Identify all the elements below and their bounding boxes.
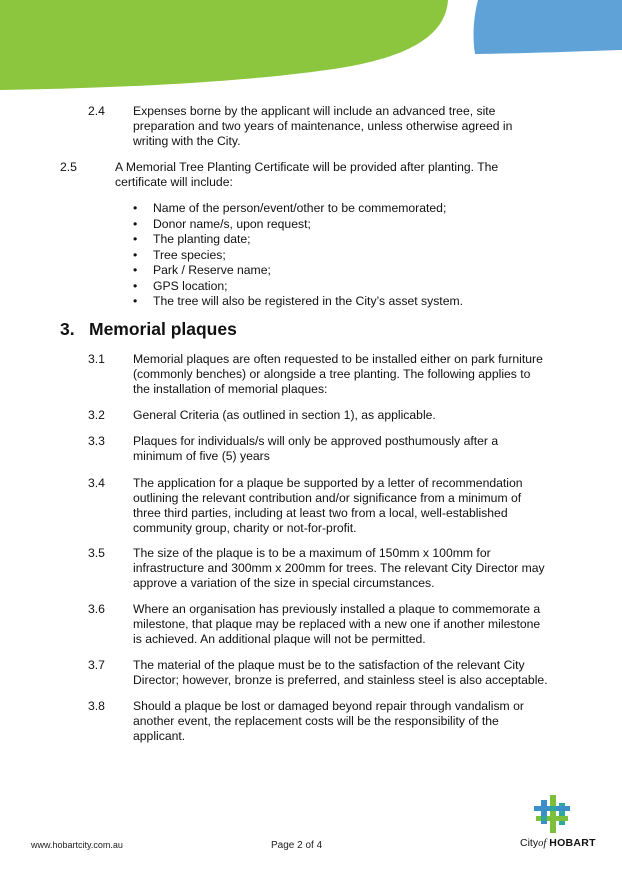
clause-3-7	[88, 658, 588, 689]
certificate-bullet-list	[133, 201, 463, 310]
list-item: • Donor name/s, upon request;	[133, 217, 463, 233]
clause-text: Plaques for individuals/s will only be approved posthumously after a minimum of five (5) years	[133, 434, 499, 463]
logo-block	[536, 816, 568, 821]
clause-number: 3.5	[88, 546, 105, 560]
list-item: • The tree will also be registered in the City’s asset system.	[133, 294, 463, 310]
list-item: • Tree species;	[133, 248, 463, 264]
logo-block	[541, 816, 547, 821]
list-item: • The planting date;	[133, 232, 463, 248]
clause-number: 3.8	[88, 699, 105, 713]
section-title: Memorial plaques	[89, 319, 237, 339]
banner-blue-shape	[474, 0, 622, 54]
clause-3-2	[88, 408, 588, 424]
logo-block	[550, 806, 556, 811]
clause-text: Memorial plaques are often requested to be installed either on park furniture (commonly benches) or alongside a tree planting. The following applies to the installation of memorial plaques:	[133, 352, 543, 396]
clause-2-5	[60, 160, 600, 192]
clause-text: Expenses borne by the applicant will include an advanced tree, site preparation and two years of maintenance, unless otherwise agreed in writing with the City.	[133, 104, 513, 148]
city-of-hobart-logo-mark	[532, 794, 572, 834]
section-number: 3.	[60, 319, 75, 339]
list-item: • Park / Reserve name;	[133, 263, 463, 279]
list-item: • GPS location;	[133, 279, 463, 295]
clause-3-1	[88, 352, 588, 398]
clause-number: 2.4	[88, 104, 105, 118]
logo-block	[550, 795, 556, 833]
clause-number: 2.5	[60, 160, 77, 174]
clause-text: General Criteria (as outlined in section 1), as applicable.	[133, 408, 436, 422]
clause-text: A Memorial Tree Planting Certificate will be provided after planting. The certificate will include:	[115, 160, 499, 189]
clause-3-8	[88, 699, 588, 745]
logo-city: City	[520, 837, 539, 849]
clause-3-4	[88, 476, 588, 537]
clause-number: 3.2	[88, 408, 105, 422]
clause-3-3	[88, 434, 588, 465]
clause-number: 3.7	[88, 658, 105, 672]
clause-text: The material of the plaque must be to the satisfaction of the relevant City Director; however, bronze is preferred, and stainless steel is also acceptable.	[133, 658, 548, 687]
clause-number: 3.3	[88, 434, 105, 448]
footer-page-number: Page 2 of 4	[271, 840, 323, 851]
clause-text: Where an organisation has previously installed a plaque to commemorate a milestone, that plaque may be replaced with a new one if another milestone is achieved. An additional plaque will not be permitted.	[133, 602, 541, 646]
clause-number: 3.6	[88, 602, 105, 616]
list-item: • Name of the person/event/other to be commemorated;	[133, 201, 463, 217]
clause-3-6	[88, 602, 588, 648]
city-of-hobart-logo-text	[520, 837, 596, 849]
clause-text: Should a plaque be lost or damaged beyond repair through vandalism or another event, the replacement costs will be the responsibility of the applicant.	[133, 699, 524, 743]
clause-text: The application for a plaque be supported by a letter of recommendation outlining the relevant contribution and/or significance from a minimum of three third parties, including at least two from a local, well-established community group, charity or not-for-profit.	[133, 476, 523, 535]
header-banner	[0, 0, 622, 100]
logo-hobart: HOBART	[549, 837, 596, 849]
logo-of: of	[538, 838, 547, 849]
clause-3-5	[88, 546, 588, 592]
clause-text: The size of the plaque is to be a maximum of 150mm x 100mm for infrastructure and 300mm x 200mm for trees. The relevant City Director may approve a variation of the size in special circumstances.	[133, 546, 545, 590]
section-heading	[60, 319, 237, 340]
banner-green-shape	[0, 0, 448, 90]
clause-2-4	[88, 104, 588, 150]
clause-number: 3.1	[88, 352, 105, 366]
footer-website: www.hobartcity.com.au	[31, 840, 123, 850]
clause-number: 3.4	[88, 476, 105, 490]
